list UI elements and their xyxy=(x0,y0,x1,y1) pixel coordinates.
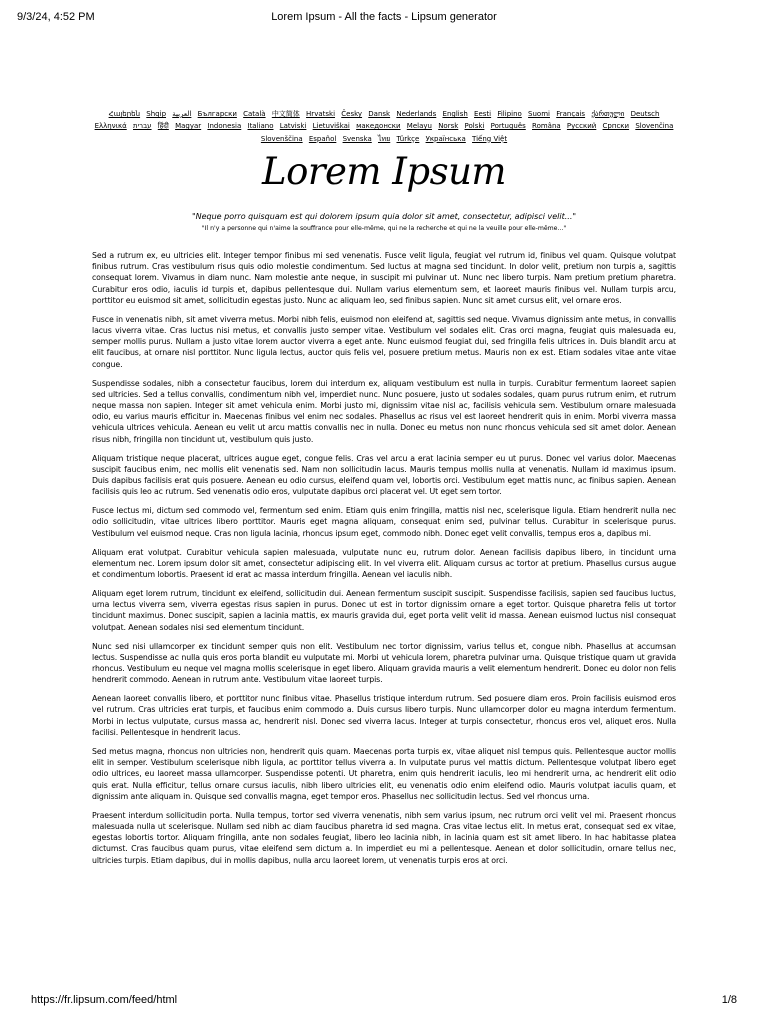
print-header xyxy=(0,11,768,31)
language-link[interactable]: Melayu xyxy=(406,122,432,131)
language-link[interactable]: Slovenščina xyxy=(260,134,303,143)
print-url: https://fr.lipsum.com/feed/html xyxy=(31,994,178,1006)
language-link[interactable]: Filipino xyxy=(497,110,522,118)
language-link[interactable]: Polski xyxy=(464,122,485,131)
language-link[interactable]: Български xyxy=(197,110,237,118)
print-datetime: 9/3/24, 4:52 PM xyxy=(17,11,95,23)
paragraph: Aliquam eget lorem rutrum, tincidunt ex eleifend, sollicitudin dui. Aenean fermentum suscipit suscipit. Suspendisse facilisis, sapien sed faucibus luctus, urna lectus viverra sem, viverra egestas risus sapien in purus. Donec ut est in tortor dignissim ornare a eget tortor. Quisque pharetra felis ut tortor tincidunt maximus. Donec suscipit, sapien a lacinia mattis, ex mauris gravida dui, eget porta velit velit id massa. Aenean euismod luctus nisl consequat volutpat. Aenean sodales nisi sed elementum tincidunt. xyxy=(92,589,676,632)
language-link[interactable]: Norsk xyxy=(438,122,459,131)
language-link[interactable]: Dansk xyxy=(368,110,391,118)
language-link[interactable]: Slovenčina xyxy=(635,122,674,131)
language-link[interactable]: Català xyxy=(243,110,266,118)
language-link[interactable]: Nederlands xyxy=(396,110,437,118)
language-link[interactable]: ქართული xyxy=(591,110,625,118)
print-title: Lorem Ipsum - All the facts - Lipsum generator xyxy=(271,11,497,23)
language-link[interactable]: Italiano xyxy=(247,122,274,131)
language-links xyxy=(88,108,680,145)
paragraph: Fusce in venenatis nibh, sit amet viverra metus. Morbi nibh felis, euismod non eleifend at, sagittis sed neque. Vivamus dignissim ante metus, in convallis lacus viverra vitae. Cras luctus nisi metus, et convallis justo semper vitae. Vestibulum vel sodales elit. Cras orci magna, feugiat quis malesuada eu, semper mollis purus. Nullam a justo vitae lorem auctor viverra a eget ante. Nunc euismod feugiat dui, sed fringilla felis ultrices in. Duis blandit arcu at elit faucibus, at ornare nisl porttitor. Nunc ligula lectus, auctor quis felis vel, posuere pretium metus. Mauris non ex est. Etiam sodales vitae ante vitae congue. xyxy=(92,314,676,369)
paragraph: Sed a rutrum ex, eu ultricies elit. Integer tempor finibus mi sed venenatis. Fusce velit ligula, feugiat vel rutrum id, finibus vel quam. Quisque volutpat finibus rutrum. Cras vestibulum risus quis odio molestie condimentum. Sed luctus at magna sed tincidunt. In dolor velit, pretium non turpis a, sagittis consequat lorem. Vivamus in diam nunc. Nam molestie ante neque, in suscipit mi pulvinar ut. Nunc nec libero turpis. Nam pretium pretium pharetra. Curabitur eros odio, iaculis id turpis et, dapibus pellentesque dui. Nullam varius elementum sem, et laoreet mauris finibus vel. Nullam turpis arcu, porttitor eu euismod sit amet, sollicitudin egestas justo. Nunc ac aliquam leo, sed finibus sapien. Nunc sit amet cursus elit, vel ornare eros. xyxy=(92,251,676,305)
paragraph: Suspendisse sodales, nibh a consectetur faucibus, lorem dui interdum ex, aliquam vestibulum est nulla in turpis. Curabitur fermentum laoreet sapien sed ultricies. Sed a tellus convallis, condimentum nibh vel, imperdiet nunc. Nunc posuere, justo ut sodales sodales, quam purus rutrum enim, et rutrum neque massa non sapien. Integer sit amet vehicula enim. Morbi justo mi, dignissim vitae nisl ac, facilisis vehicula sem. Vestibulum ornare malesuada odio, eu varius mauris efficitur in. Maecenas finibus vel enim nec sodales. Phasellus ac risus vel est laoreet hendrerit quis in enim. Morbi viverra massa vehicula ultrices vehicula. Aenean eu velit ut arcu mattis convallis nec in nulla. Donec eu metus non nunc rhoncus vehicula sed sit amet dolor. Aenean risus nibh, fringilla non tincidunt ut, vestibulum quis justo. xyxy=(92,378,676,444)
language-link[interactable]: Magyar xyxy=(175,122,202,131)
language-link[interactable]: Latviski xyxy=(279,122,307,131)
language-link[interactable]: Eesti xyxy=(474,110,492,118)
language-link[interactable]: English xyxy=(442,110,468,118)
language-link[interactable]: Українська xyxy=(425,134,466,143)
language-link[interactable]: Tiếng Việt xyxy=(472,134,508,143)
language-link[interactable]: Српски xyxy=(602,122,630,131)
language-link[interactable]: Suomi xyxy=(528,110,550,118)
quote-translation: "Il n'y a personne qui n'aime la souffrance pour elle-même, qui ne la recherche et qui ne la veuille pour elle-même..." xyxy=(201,225,567,232)
language-link[interactable]: Indonesia xyxy=(207,122,242,131)
language-link[interactable]: Česky xyxy=(341,110,363,118)
paragraph: Praesent interdum sollicitudin porta. Nulla tempus, tortor sed viverra venenatis, nibh sem varius ipsum, nec rutrum orci velit vel mi. Praesent rhoncus malesuada nulla ut scelerisque. Nullam sed nibh ac diam faucibus pharetra id sed magna. Cras vitae lectus elit. In metus erat, consequat sed ex vitae, egestas lobortis tortor. Aliquam fringilla, ante non sodales feugiat, libero leo lacinia nibh, in lacinia quam est sit amet libero. In hac habitasse platea dictumst. Cras faucibus quam purus, vitae eleifend sem dictum a. In imperdiet eu mi a pellentesque. Aenean et dolor sollicitudin, ornare tellus nec, ultricies turpis. Etiam dapibus, dui in mollis dapibus, nulla arcu laoreet lorem, ut venenatis turpis eros at orci. xyxy=(92,810,676,865)
language-link[interactable]: Deutsch xyxy=(630,110,660,118)
language-link[interactable]: Româna xyxy=(532,122,561,131)
language-link[interactable]: Shqip xyxy=(146,110,167,118)
lipsum-content xyxy=(92,250,676,874)
language-link[interactable]: Türkçe xyxy=(396,134,420,143)
language-link[interactable]: العربية xyxy=(172,110,192,118)
paragraph: Aliquam tristique neque placerat, ultrices augue eget, congue felis. Cras vel arcu a erat lacinia semper eu ut purus. Donec vel varius dolor. Maecenas suscipit faucibus enim, nec mollis elit venenatis sed. Nam non sollicitudin lacus. Mauris tempus mollis nulla at venenatis. Nullam id maximus ipsum. Duis dapibus facilisis erat quis posuere. Aenean eu odio cursus, eleifend quam vel, lobortis orci. Vestibulum eget mattis nunc, ac finibus sapien. Aenean facilisis quis leo ac rutrum. Sed venenatis odio eros, vulputate dapibus orci placerat vel. Ut eget sem tortor. xyxy=(92,453,676,497)
paragraph: Aliquam erat volutpat. Curabitur vehicula sapien malesuada, vulputate nunc eu, rutrum dolor. Aenean facilisis dapibus libero, in tincidunt urna elementum nec. Lorem ipsum dolor sit amet, consectetur adipiscing elit. In vel viverra elit. Aliquam cursus ac tortor at pretium. Phasellus cursus augue et condimentum lobortis. Praesent id erat ac massa interdum fringilla. Aenean vel iaculis nibh. xyxy=(92,547,676,580)
paragraph: Nunc sed nisi ullamcorper ex tincidunt semper quis non elit. Vestibulum nec tortor dignissim, varius tellus et, congue nibh. Phasellus at accumsan lectus. Suspendisse ac nulla quis eros porta blandit eu vulputate mi. Morbi ut vehicula lorem, pharetra pulvinar urna. Quisque tristique quam ut gravida rhoncus. Vestibulum eu neque vel magna mollis scelerisque in eget libero. Aliquam gravida mauris a velit elementum hendrerit. Donec eu dolor non felis hendrerit commodo. Aenean in rutrum ante. Vestibulum vitae laoreet turpis. xyxy=(92,641,676,685)
language-link[interactable]: Lietuviškai xyxy=(312,122,350,131)
language-link[interactable]: Pyccкий xyxy=(566,122,597,131)
language-link[interactable]: Español xyxy=(308,134,337,143)
lorem-ipsum-logo: Lorem Ipsum xyxy=(262,150,506,193)
language-link[interactable]: Ελληνικά xyxy=(94,122,127,131)
language-link[interactable]: ไทย xyxy=(378,134,391,143)
print-footer xyxy=(0,994,768,1010)
language-link[interactable]: עברית xyxy=(133,122,152,131)
paragraph: Sed metus magna, rhoncus non ultricies non, hendrerit quis quam. Maecenas porta turpis ex, vitae aliquet nisl tempus quis. Pellentesque auctor mollis elit in semper. Vestibulum scelerisque nibh ligula, ac porttitor tellus viverra a. In vulputate purus vel mattis dictum. Pellentesque volutpat libero eget odio ultrices, eu laoreet massa ullamcorper. Suspendisse potenti. Ut pharetra, enim quis hendrerit iaculis, leo mi hendrerit urna, ac hendrerit elit odio quis erat. Nulla efficitur, tellus ornare cursus iaculis, nibh libero ultricies elit, eu venenatis odio enim eleifend odio. Mauris volutpat iaculis quam, et dignissim ante aliquam in. Quisque sed convallis magna, eget tempor eros. Phasellus nec sollicitudin lectus. Sed vel rhoncus urna. xyxy=(92,746,676,801)
language-link[interactable]: Português xyxy=(490,122,526,131)
language-link[interactable]: Hrvatski xyxy=(306,110,336,118)
language-link[interactable]: हिंदी xyxy=(157,122,169,131)
language-link[interactable]: 中文简体 xyxy=(271,110,300,118)
language-link[interactable]: македонски xyxy=(356,122,401,131)
quote: "Neque porro quisquam est qui dolorem ipsum quia dolor sit amet, consectetur, adipisci velit..." xyxy=(191,212,577,221)
language-link[interactable]: Svenska xyxy=(342,134,372,143)
paragraph: Fusce lectus mi, dictum sed commodo vel, fermentum sed enim. Etiam quis enim fringilla, mattis nisl nec, scelerisque ligula. Etiam hendrerit nulla nec odio sollicitudin, vitae ultrices libero porttitor. Mauris eget magna aliquam, consequat enim sed, pulvinar tellus. Curabitur in scelerisque purus. Vestibulum vel euismod neque. Cras non ligula lacinia, rhoncus ipsum eget, commodo nibh. Donec eget velit convallis, tempus eros a, dapibus mi. xyxy=(92,506,676,538)
language-link[interactable]: Հայերեն xyxy=(108,110,141,118)
print-page-number: 1/8 xyxy=(721,994,737,1006)
language-link[interactable]: Français xyxy=(556,110,586,118)
paragraph: Aenean laoreet convallis libero, et porttitor nunc finibus vitae. Phasellus tristique interdum rutrum. Sed posuere diam eros. Proin facilisis euismod eros vel rutrum. Cras ultricies erat turpis, et faucibus enim commodo a. Duis cursus libero turpis. Nunc ullamcorper dolor eu magna interdum fermentum. Morbi in lectus vulputate, cursus massa ac, hendrerit nisl. Donec sed viverra lacus. Integer at turpis consectetur, rhoncus eros vel, aliquet eros. Nulla facilisi. Pellentesque in hendrerit lacus. xyxy=(92,694,676,737)
